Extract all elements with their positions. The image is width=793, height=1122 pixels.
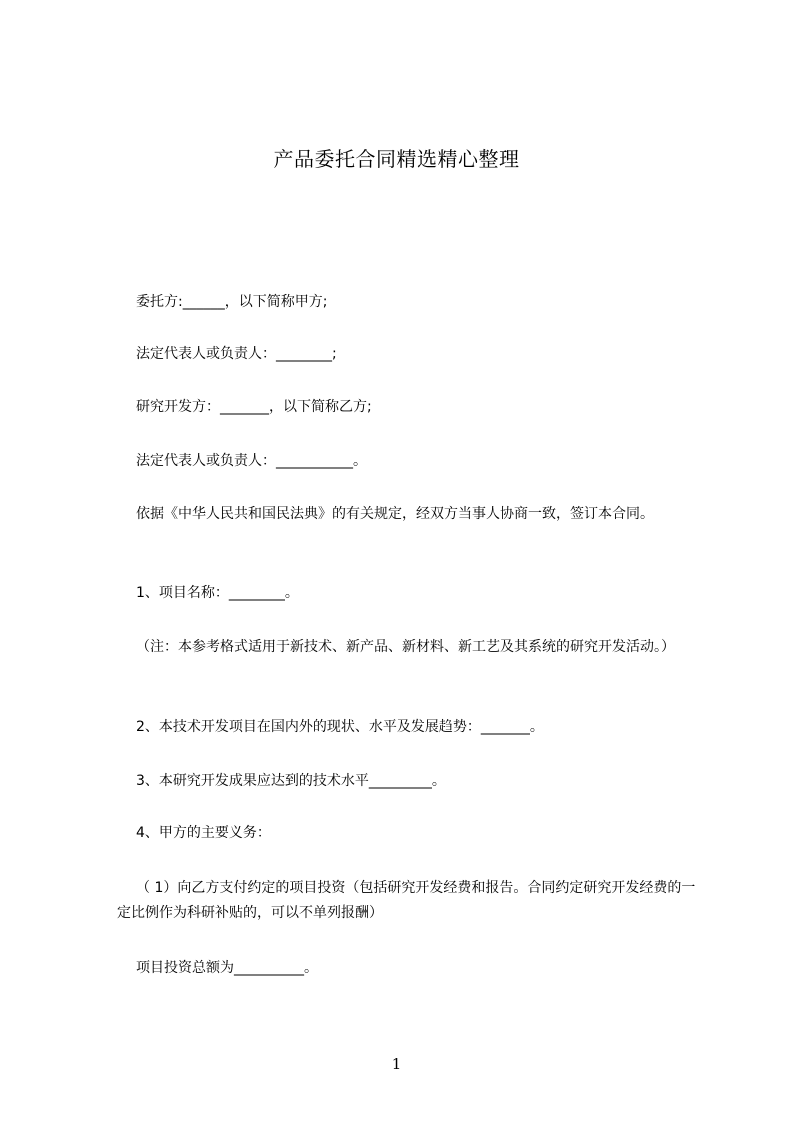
paragraph-developer: 研究开发方：_______，以下简称乙方; [136, 399, 372, 415]
document-title: 产品委托合同精选精心整理 [273, 147, 520, 171]
paragraph-technical-level: 3、本研究开发成果应达到的技术水平_________。 [136, 773, 446, 789]
paragraph-party-a-obligations: 4、甲方的主要义务： [136, 825, 271, 841]
paragraph-client-representative: 法定代表人或负责人：________; [136, 346, 337, 362]
paragraph-project-name: 1、项目名称：________。 [136, 585, 299, 601]
paragraph-obligation-1: （ 1）向乙方支付约定的项目投资（包括研究开发经费和报告。合同约定研究开发经费的一定比例作为科研补贴的，可以不单列报酬） [117, 880, 696, 921]
paragraph-note: （注：本参考格式适用于新技术、新产品、新材料、新工艺及其系统的研究开发活动。） [136, 639, 675, 655]
page-number: 1 [391, 1055, 402, 1073]
paragraph-status: 2、本技术开发项目在国内外的现状、水平及发展趋势：_______。 [136, 719, 544, 735]
paragraph-developer-representative: 法定代表人或负责人：___________。 [136, 453, 367, 469]
paragraph-legal-basis: 依据《中华人民共和国民法典》的有关规定，经双方当事人协商一致，签订本合同。 [136, 506, 654, 522]
paragraph-client: 委托方:______，以下简称甲方; [136, 294, 328, 310]
paragraph-investment-total: 项目投资总额为__________。 [136, 960, 318, 976]
